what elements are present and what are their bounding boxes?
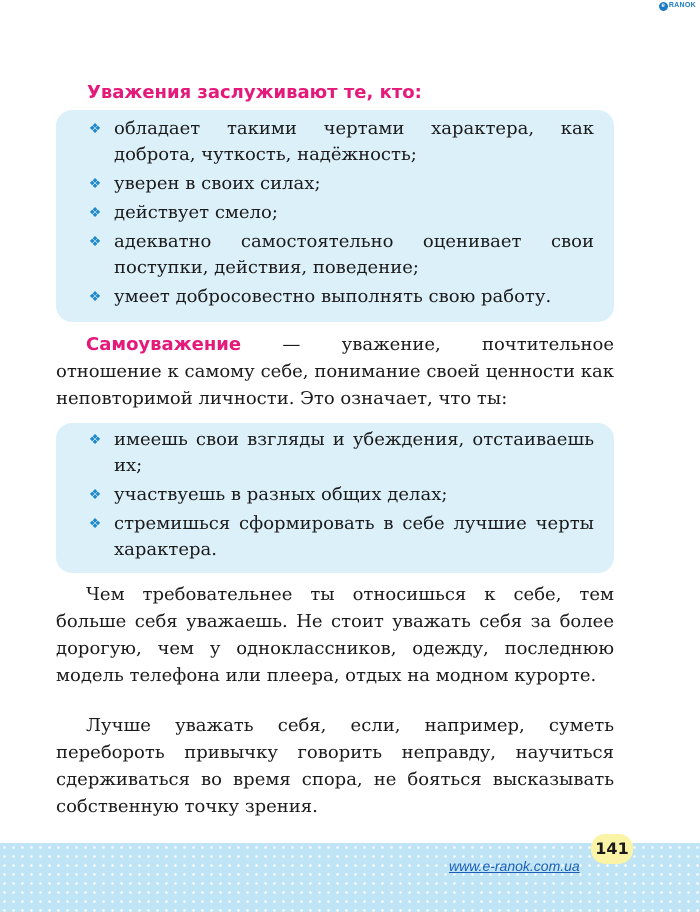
diamond-bullet-icon: ❖ bbox=[88, 176, 102, 192]
list-item: ❖ действует смело; bbox=[86, 200, 594, 226]
list-item: ❖ обладает такими чертами характера, как доброта, чуткость, надёжность; bbox=[86, 116, 594, 168]
diamond-bullet-icon: ❖ bbox=[88, 432, 102, 448]
list-item: ❖ участвуешь в разных общих делах; bbox=[86, 482, 594, 508]
diamond-bullet-icon: ❖ bbox=[88, 487, 102, 503]
body-paragraph: Чем требовательнее ты относишься к себе, тем больше себя уважаешь. Не стоит уважать себя за более дорогую, чем у одноклассников, одежду, последнюю модель телефона или плеера, отдых на модном курорте. bbox=[56, 584, 614, 686]
diamond-bullet-icon: ❖ bbox=[88, 121, 102, 137]
self-respect-box bbox=[56, 423, 614, 573]
qualities-box bbox=[56, 110, 614, 322]
logo-mark: e bbox=[659, 2, 668, 11]
section-heading: Уважения заслуживают те, кто: bbox=[87, 82, 422, 103]
diamond-bullet-icon: ❖ bbox=[88, 234, 102, 250]
term-self-respect: Самоуважение bbox=[86, 334, 242, 355]
publisher-logo bbox=[659, 2, 696, 11]
list-item: ❖ имеешь свои взгляды и убеждения, отстаиваешь их; bbox=[86, 427, 594, 479]
list-item: ❖ адекватно самостоятельно оценивает свои поступки, действия, поведение; bbox=[86, 229, 594, 281]
page-number: 141 bbox=[591, 834, 633, 864]
publisher-link[interactable]: www.e-ranok.com.ua bbox=[449, 858, 580, 874]
diamond-bullet-icon: ❖ bbox=[88, 516, 102, 532]
body-paragraph: Лучше уважать себя, если, например, суметь перебороть привычку говорить неправду, научиться сдерживаться во время спора, не бояться высказывать собственную точку зрения. bbox=[56, 715, 614, 817]
diamond-bullet-icon: ❖ bbox=[88, 205, 102, 221]
list-item: ❖ уверен в своих силах; bbox=[86, 171, 594, 197]
definition-paragraph: Самоуважение — уважение, почтительное отношение к самому себе, понимание своей ценности как неповторимой личности. Это означает, что ты: bbox=[56, 334, 614, 409]
logo-text: RANOK bbox=[668, 2, 696, 9]
list-item: ❖ стремишься сформировать в себе лучшие черты характера. bbox=[86, 511, 594, 563]
diamond-bullet-icon: ❖ bbox=[88, 289, 102, 305]
list-item: ❖ умеет добросовестно выполнять свою работу. bbox=[86, 284, 594, 310]
